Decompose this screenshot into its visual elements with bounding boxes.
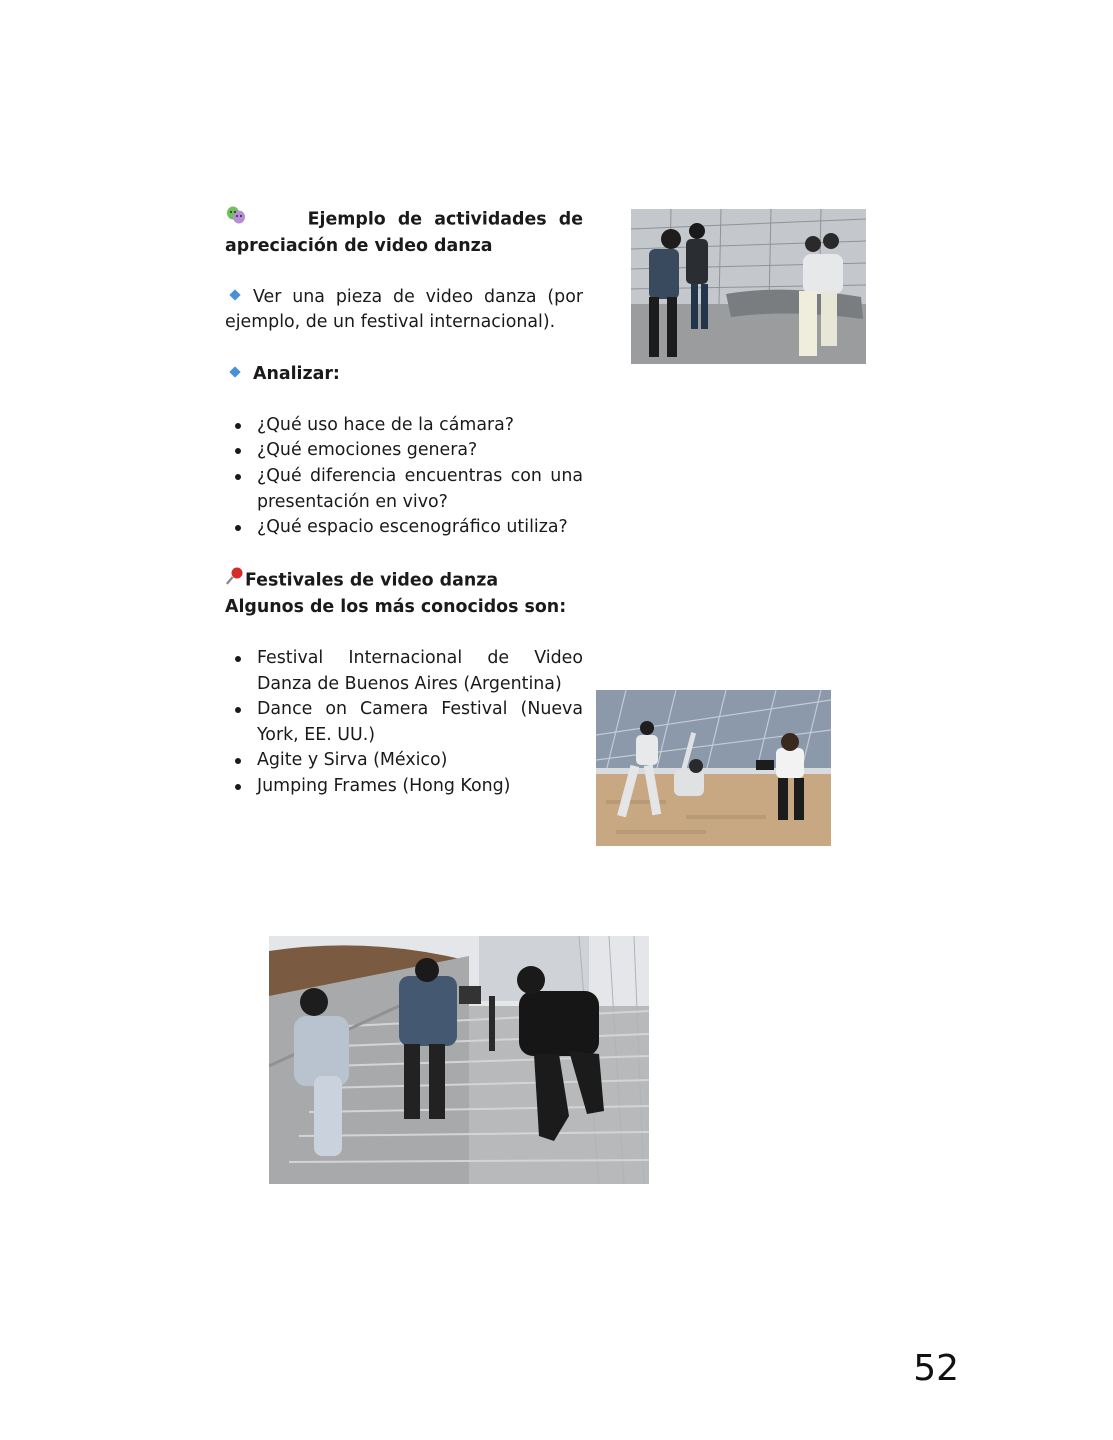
list-item: Agite y Sirva (México) bbox=[225, 748, 583, 774]
list-item: Dance on Camera Festival (Nueva York, EE. UU.) bbox=[225, 697, 583, 748]
festivals-subtitle: Algunos de los más conocidos son: bbox=[225, 596, 567, 617]
activity-item-text: Ver una pieza de video danza (por ejemplo, de un festival internacional). bbox=[225, 286, 583, 333]
question-list bbox=[225, 413, 583, 541]
section-title-text: Ejemplo de actividades de apreciación de video danza bbox=[225, 209, 583, 256]
festival-list bbox=[225, 646, 583, 800]
pushpin-icon bbox=[225, 566, 245, 595]
diamond-bullet-icon bbox=[229, 366, 240, 377]
section-title-festivals bbox=[225, 566, 583, 595]
photo-dancers-plaza bbox=[596, 690, 831, 846]
photo-filming-stairs bbox=[269, 936, 649, 1184]
activity-item bbox=[225, 285, 583, 336]
photo-dancers-bench bbox=[631, 209, 866, 364]
list-item: Jumping Frames (Hong Kong) bbox=[225, 774, 583, 800]
theater-masks-icon bbox=[225, 205, 247, 234]
diamond-bullet-icon bbox=[229, 289, 240, 300]
analyze-label-text: Analizar: bbox=[253, 363, 340, 384]
section-title-appreciation bbox=[225, 205, 583, 259]
section-title-text: Festivales de video danza bbox=[245, 570, 499, 591]
list-item: ¿Qué diferencia encuentras con una presentación en vivo? bbox=[225, 464, 583, 515]
text-column bbox=[225, 205, 583, 800]
analyze-label bbox=[225, 362, 583, 388]
list-item: ¿Qué espacio escenográfico utiliza? bbox=[225, 515, 583, 541]
page-number: 52 bbox=[913, 1348, 959, 1389]
list-item: Festival Internacional de Video Danza de Buenos Aires (Argentina) bbox=[225, 646, 583, 697]
list-item: ¿Qué emociones genera? bbox=[225, 438, 583, 464]
list-item: ¿Qué uso hace de la cámara? bbox=[225, 413, 583, 439]
